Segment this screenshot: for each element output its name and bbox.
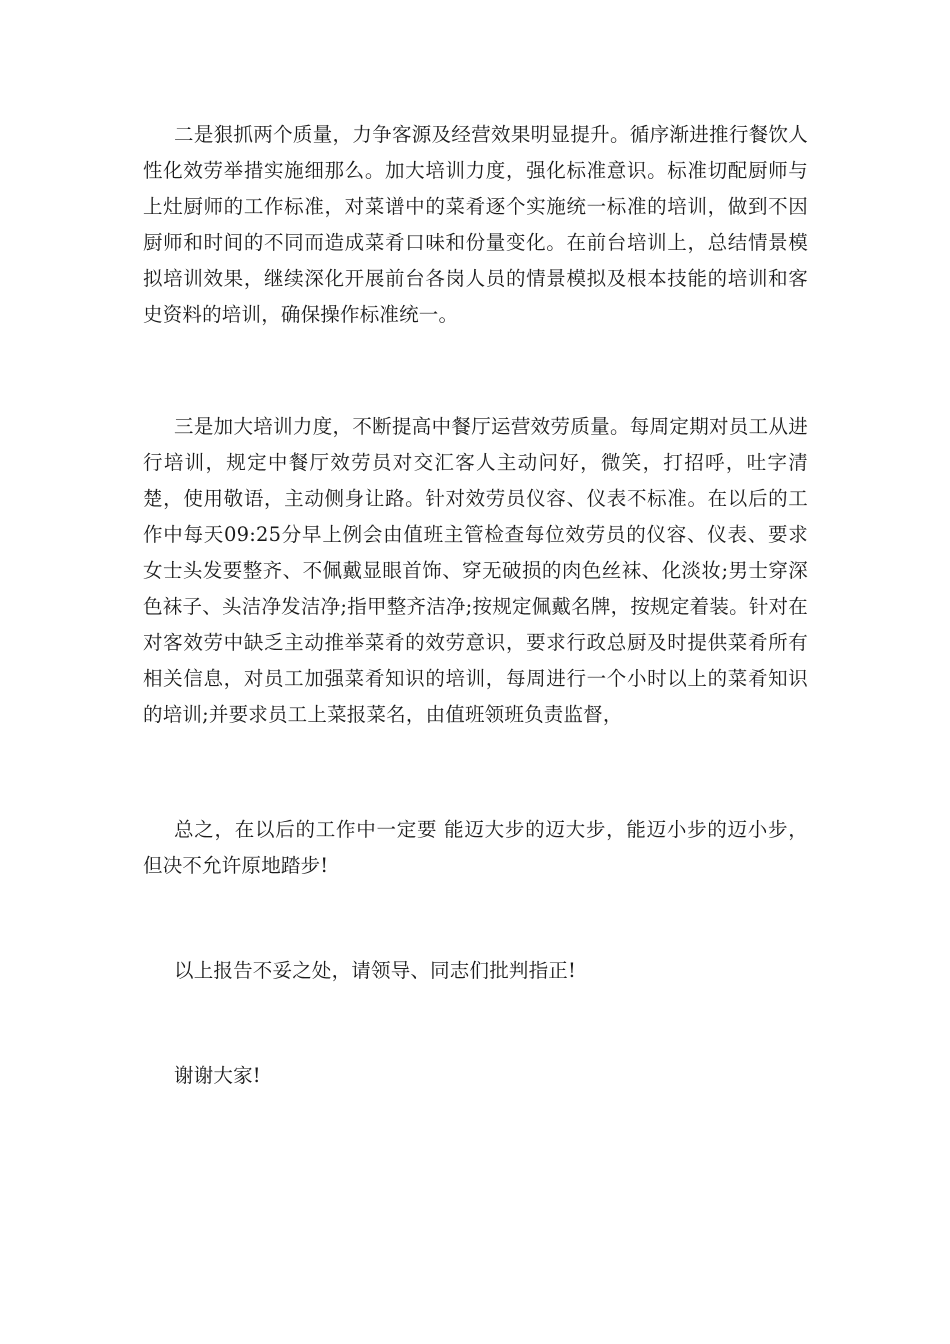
paragraph-conclusion: 总之，在以后的工作中一定要 能迈大步的迈大步，能迈小步的迈小步，但决不允许原地踏步! — [143, 818, 808, 877]
paragraph-request-correction: 以上报告不妥之处，请领导、同志们批判指正! — [174, 959, 577, 982]
paragraph-thanks: 谢谢大家! — [174, 1064, 261, 1087]
paragraph-training: 三是加大培训力度，不断提高中餐厅运营效劳质量。每周定期对员工从进行培训，规定中餐厅效劳员对交汇客人主动问好，微笑，打招呼，吐字清楚，使用敬语，主动侧身让路。针对效劳员仪容、仪表不标准。在以后的工作中每天09:25分早上例会由值班主管检查每位效劳员的仪容、仪表、要求女士头发要整齐、不佩戴显眼首饰、穿无破损的肉色丝袜、化淡妆;男士穿深色袜子、头洁净发洁净;指甲整齐洁净;按规定佩戴名牌，按规定着装。针对在对客效劳中缺乏主动推举菜肴的效劳意识，要求行政总厨及时提供菜肴所有相关信息，对员工加强菜肴知识的培训，每周进行一个小时以上的菜肴知识的培训;并要求员工上菜报菜名，由值班领班负责监督， — [143, 415, 808, 726]
paragraph-quality: 二是狠抓两个质量，力争客源及经营效果明显提升。循序渐进推行餐饮人性化效劳举措实施细那么。加大培训力度，强化标准意识。标准切配厨师与上灶厨师的工作标准，对菜谱中的菜肴逐个实施统一标准的培训，做到不因厨师和时间的不同而造成菜肴口味和份量变化。在前台培训上，总结情景模拟培训效果，继续深化开展前台各岗人员的情景模拟及根本技能的培训和客史资料的培训，确保操作标准统一。 — [143, 123, 808, 326]
